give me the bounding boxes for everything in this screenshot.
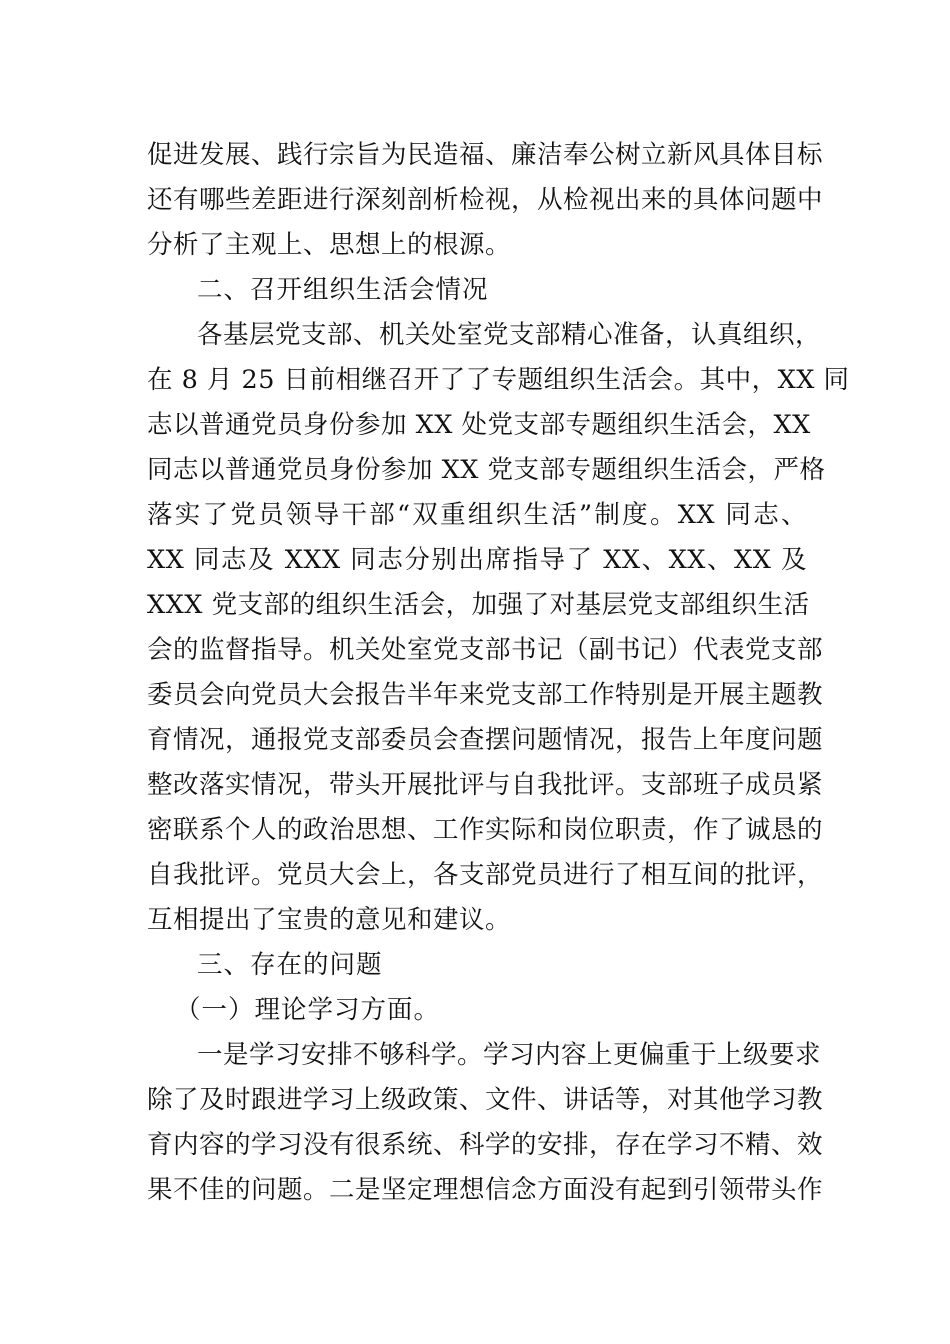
body-text-line: 除了及时跟进学习上级政策、文件、讲话等，对其他学习教 xyxy=(147,1085,824,1115)
body-text-line: 育内容的学习没有很系统、科学的安排，存在学习不精、效 xyxy=(147,1130,824,1160)
section-heading-3: 三、存在的问题 xyxy=(197,950,383,980)
body-text-line: 自我批评。党员大会上，各支部党员进行了相互间的批评， xyxy=(147,860,824,890)
body-text-line: 分析了主观上、思想上的根源。 xyxy=(147,230,512,260)
body-text-line: 一是学习安排不够科学。学习内容上更偏重于上级要求 xyxy=(197,1040,822,1070)
body-text-line: XX 同志及 XXX 同志分别出席指导了 XX、XX、XX 及 xyxy=(147,545,807,575)
body-text-line: XXX 党支部的组织生活会，加强了对基层党支部组织生活 xyxy=(147,590,810,620)
body-text-line: 在 8 月 25 日前相继召开了了专题组织生活会。其中，XX 同 xyxy=(147,365,850,395)
body-text-line: 互相提出了宝贵的意见和建议。 xyxy=(147,905,512,935)
body-text-line: 果不佳的问题。二是坚定理想信念方面没有起到引领带头作 xyxy=(147,1175,824,1205)
body-text-line: 促进发展、践行宗旨为民造福、廉洁奉公树立新风具体目标 xyxy=(147,140,824,170)
body-text-line: 育情况，通报党支部委员会查摆问题情况，报告上年度问题 xyxy=(147,725,824,755)
subsection-heading: （一）理论学习方面。 xyxy=(175,995,441,1025)
body-text-line: 同志以普通党员身份参加 XX 党支部专题组织生活会，严格 xyxy=(147,455,826,485)
body-text-line: 委员会向党员大会报告半年来党支部工作特别是开展主题教 xyxy=(147,680,824,710)
body-text-line: 各基层党支部、机关处室党支部精心准备，认真组织， xyxy=(197,320,822,350)
body-text-line: 还有哪些差距进行深刻剖析检视，从检视出来的具体问题中 xyxy=(147,185,824,215)
body-text-line: 志以普通党员身份参加 XX 处党支部专题组织生活会，XX xyxy=(147,410,811,440)
section-heading-2: 二、召开组织生活会情况 xyxy=(197,275,489,305)
body-text-line: 密联系个人的政治思想、工作实际和岗位职责，作了诚恳的 xyxy=(147,815,824,845)
body-text-line: 落实了党员领导干部“双重组织生活”制度。XX 同志、 xyxy=(147,500,807,530)
body-text-line: 整改落实情况，带头开展批评与自我批评。支部班子成员紧 xyxy=(147,770,824,800)
body-text-line: 会的监督指导。机关处室党支部书记（副书记）代表党支部 xyxy=(147,635,824,665)
